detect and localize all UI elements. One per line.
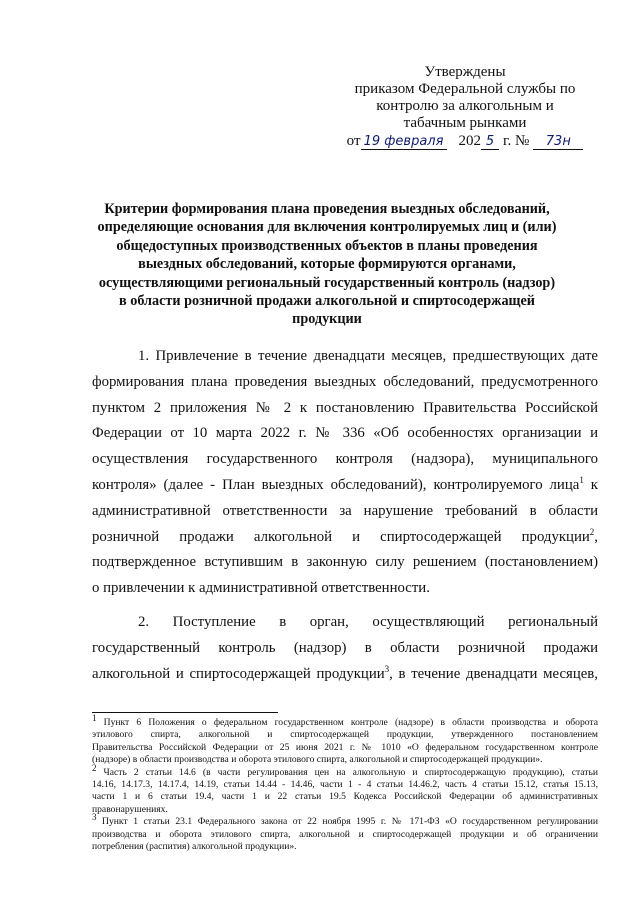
footnotes [92, 712, 598, 853]
footnote-line: этилового спирта, алкогольной и спиртосодержащей продукции, утвержденного постановлением [92, 729, 598, 741]
footnote-2 [92, 762, 598, 817]
footnote-line [92, 812, 598, 828]
text-segment: Пункт 6 Положения о федеральном государственном контроле (надзоре) в области производства и оборота [96, 717, 598, 728]
text-line [92, 662, 598, 688]
text-segment: к [583, 476, 598, 493]
footnote-1 [92, 712, 598, 767]
text-segment: контроля» (далее - План выездных обследований), контролируемого лица [92, 476, 580, 493]
document-title [78, 200, 576, 329]
approval-line: табачным рынками [403, 115, 527, 131]
footnote-line: (надзоре) в области производства и оборота этилового спирта, алкогольной и спиртосодержащей продукции». [92, 754, 543, 766]
text-line: государственный контроль (надзор) в области розничной продажи [92, 639, 598, 656]
footnote-line [92, 712, 598, 729]
text-segment: Пункт 1 статьи 23.1 Федерального закона от 22 ноября 1995 г. № 171-ФЗ «О государственном регулировании [96, 816, 598, 828]
footnote-mark: 2 [92, 762, 97, 773]
title-line: общедоступных производственных объектов в планы проведения [116, 237, 538, 254]
footnote-ref-3: 3 [384, 663, 390, 674]
footnote-ref-1: 1 [579, 475, 584, 486]
title-line: Критерии формирования плана проведения выездных обследований, [104, 201, 550, 217]
approval-line: контролю за алкогольным и [376, 98, 554, 114]
text-segment: алкогольной и спиртосодержащей продукции [92, 665, 385, 682]
footnote-line: производства и оборота этилового спирта, алкогольной и спиртосодержащей продукции и об ограничении [92, 828, 598, 840]
title-line: продукции [292, 311, 362, 328]
text-line [92, 525, 598, 551]
handwritten-order-number: 73н [533, 134, 583, 150]
approval-date-row [330, 133, 600, 150]
footnote-line [92, 762, 598, 779]
paragraph-2 [92, 610, 598, 687]
text-segment: , [594, 528, 598, 545]
text-line: Федерации от 10 марта 2022 г. № 336 «Об особенностях организации и [92, 425, 598, 442]
text-line: о привлечении к административной ответственности. [92, 580, 430, 597]
footnote-line: потребления (распития) алкогольной продукции». [92, 841, 297, 853]
title-line: выездных обследований, которые формируются органами, [138, 256, 516, 273]
text-line: подтвержденное вступившим в законную силу решением (постановлением) [92, 554, 598, 571]
footnote-line: 14.16, 14.17.3, 14.17.4, 14.19, статьи 14.44 - 14.46, части 1 - 4 статьи 14.46.2, часть 4 статьи 15.12, статья 15.13, [92, 779, 598, 791]
footnote-separator [92, 712, 278, 713]
year-prefix: 202 [458, 133, 482, 149]
text-segment: , в течение двенадцати месяцев, [389, 665, 598, 682]
footnote-line: правонарушениях. [92, 803, 168, 815]
text-line: 1. Привлечение в течение двенадцати месяцев, предшествующих дате [138, 348, 598, 364]
text-segment: Часть 2 статьи 14.6 (в части регулирования цен на алкогольную и спиртосодержащую продукцию), статьи [96, 766, 598, 778]
title-line: осуществляющими региональный государственный контроль (надзор) [98, 274, 556, 291]
footnote-line: Правительства Российской Федерации от 25 июня 2021 г. № 1010 «О федеральном государственном контроле [92, 741, 598, 753]
title-line: определяющие основания для включения контролируемых лиц и (или) [97, 219, 557, 236]
document-body [92, 344, 598, 687]
footnote-line: части 1 и 6 статьи 19.4, части 1 и 22 статьи 19.5 Кодекса Российской Федерации об административных [92, 791, 598, 803]
text-line: осуществления государственного контроля (надзора), муниципального [92, 451, 598, 468]
handwritten-year-digit: 5 [481, 134, 499, 150]
date-prefix: от [346, 133, 361, 149]
text-line: формирования плана проведения выездных обследований, предусмотренного [92, 373, 598, 390]
text-line: пунктом 2 приложения № 2 к постановлению Правительства Российской [92, 399, 598, 416]
year-and-number-label: г. № [503, 133, 530, 149]
title-line: в области розничной продажи алкогольной и спиртосодержащей [119, 293, 535, 310]
text-line: 2. Поступление в орган, осуществляющий региональный [138, 613, 598, 630]
approval-block [330, 64, 600, 150]
handwritten-date: 19 февраля [361, 134, 447, 150]
approval-line: приказом Федеральной службы по [354, 81, 576, 97]
footnote-mark: 3 [92, 812, 97, 823]
footnote-3 [92, 812, 598, 853]
text-line: административной ответственности за нарушение требований в области [92, 502, 598, 519]
paragraph-1 [92, 344, 598, 602]
text-segment: розничной продажи алкогольной и спиртосодержащей продукции [92, 528, 590, 545]
footnote-mark: 1 [92, 712, 97, 723]
footnote-ref-2: 2 [589, 526, 595, 537]
approval-line: Утверждены [424, 64, 506, 80]
text-line [92, 473, 598, 499]
